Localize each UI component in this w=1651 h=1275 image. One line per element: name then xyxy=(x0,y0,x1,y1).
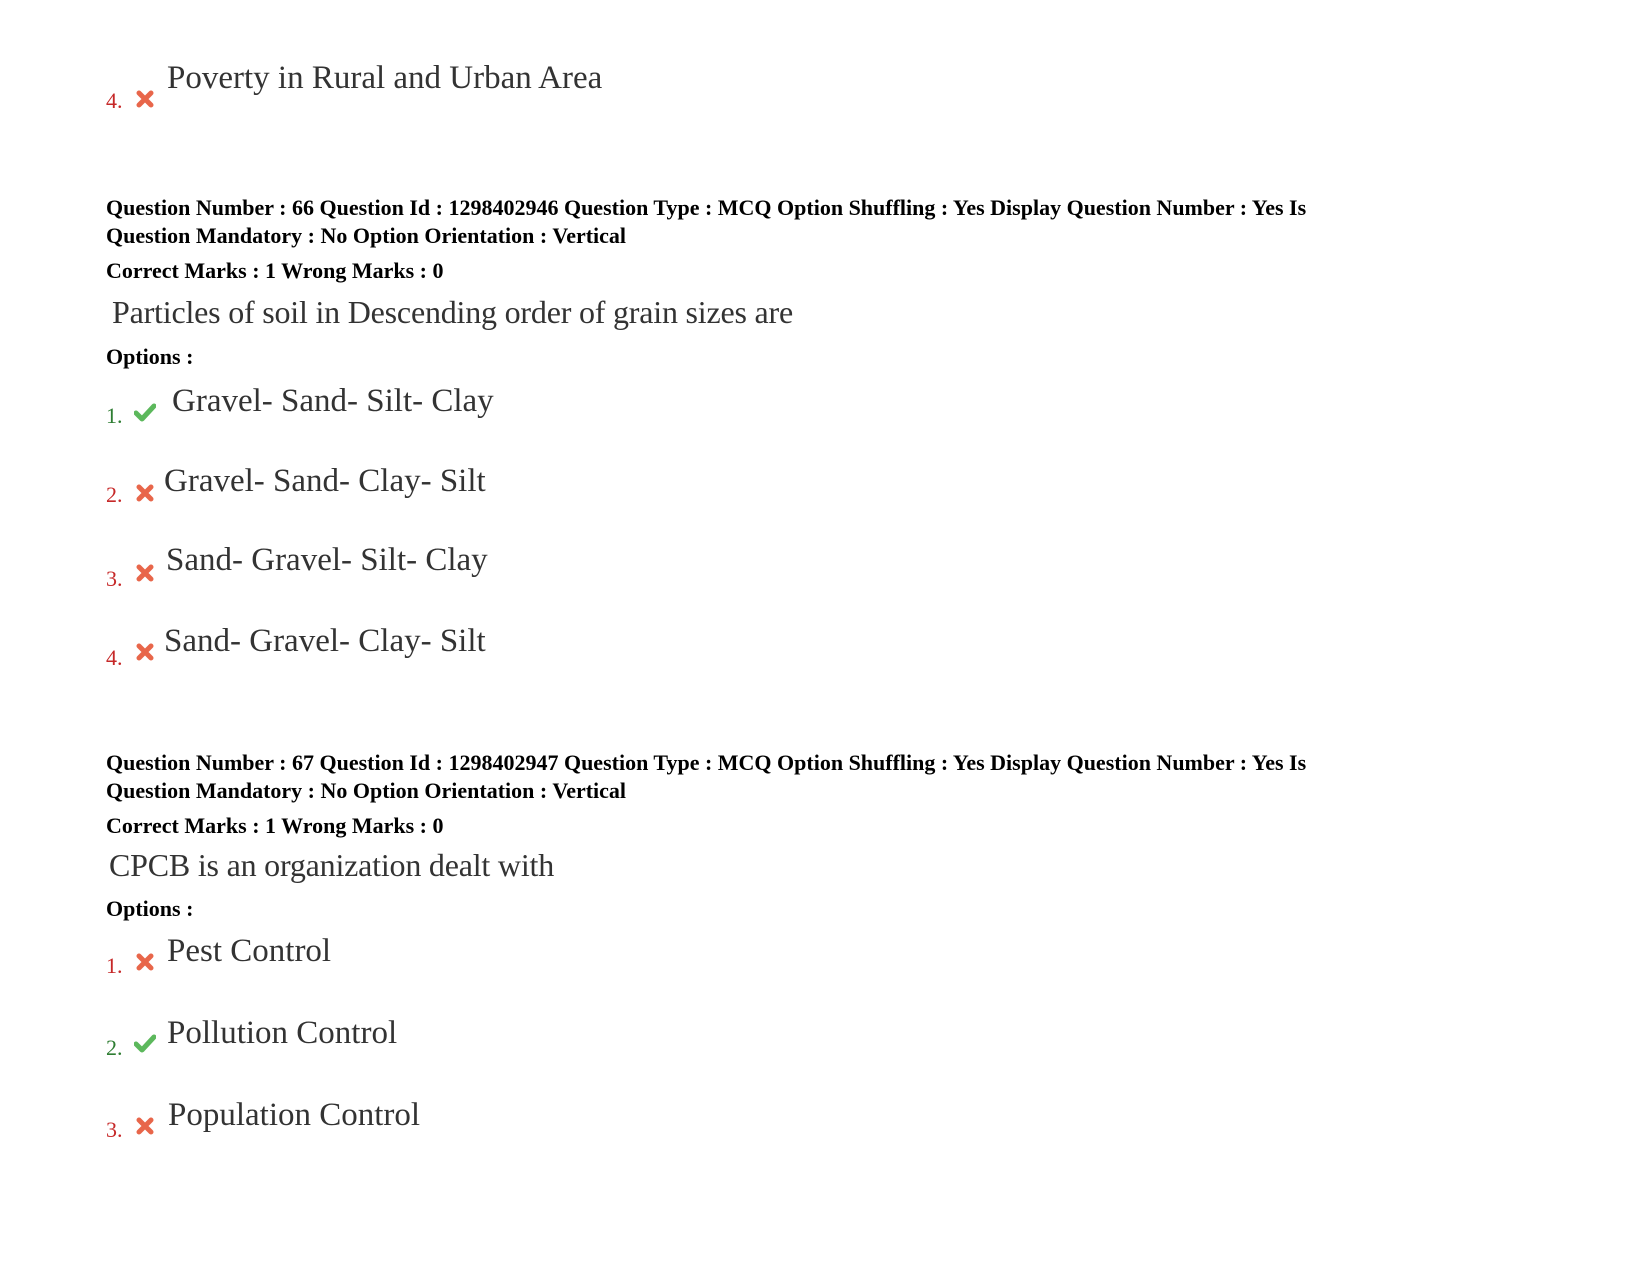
option-1 xyxy=(0,383,900,427)
cross-icon xyxy=(134,562,156,584)
cross-icon xyxy=(134,1115,156,1137)
question-marks: Correct Marks : 1 Wrong Marks : 0 xyxy=(106,258,444,283)
option-number: 3. xyxy=(106,566,123,591)
option-text: Population Control xyxy=(168,1097,421,1133)
question-marks: Correct Marks : 1 Wrong Marks : 0 xyxy=(106,813,444,838)
cross-icon xyxy=(134,951,156,973)
options-label: Options : xyxy=(106,896,194,921)
option-number: 4. xyxy=(106,645,123,670)
option-3 xyxy=(0,1097,900,1141)
check-icon xyxy=(134,401,156,423)
option-text: Sand- Gravel- Clay- Silt xyxy=(164,623,486,659)
option-text: Pest Control xyxy=(167,933,332,969)
option-2 xyxy=(0,463,900,507)
option-number: 1. xyxy=(106,953,123,978)
option-4 xyxy=(0,623,900,670)
option-text: Sand- Gravel- Silt- Clay xyxy=(166,542,488,578)
question-text: Particles of soil in Descending order of grain sizes are xyxy=(112,294,794,330)
option-number: 1. xyxy=(106,403,123,428)
question-meta-line1: Question Number : 66 Question Id : 1298402946 Question Type : MCQ Option Shuffling : Yes Display Question Number : Yes Is xyxy=(106,195,1307,220)
options-label: Options : xyxy=(106,344,194,369)
option-number: 2. xyxy=(106,482,123,507)
option-number: 3. xyxy=(106,1117,123,1142)
option-text: Gravel- Sand- Silt- Clay xyxy=(172,383,494,419)
option-text: Gravel- Sand- Clay- Silt xyxy=(164,463,486,499)
prev-option-4 xyxy=(0,60,900,113)
option-3 xyxy=(0,542,900,591)
option-text: Pollution Control xyxy=(167,1015,398,1051)
question-text: CPCB is an organization dealt with xyxy=(109,847,555,883)
option-1 xyxy=(0,933,900,977)
cross-icon xyxy=(134,482,156,504)
option-2 xyxy=(0,1015,900,1059)
cross-icon xyxy=(134,88,156,110)
question-meta-line2: Question Mandatory : No Option Orientation : Vertical xyxy=(106,223,627,248)
question-meta-line1: Question Number : 67 Question Id : 1298402947 Question Type : MCQ Option Shuffling : Yes Display Question Number : Yes Is xyxy=(106,750,1307,775)
option-text: Poverty in Rural and Urban Area xyxy=(167,60,603,96)
question-meta-line2: Question Mandatory : No Option Orientation : Vertical xyxy=(106,778,627,803)
cross-icon xyxy=(134,641,156,663)
option-number: 4. xyxy=(106,88,123,113)
check-icon xyxy=(134,1032,156,1054)
option-number: 2. xyxy=(106,1035,123,1060)
